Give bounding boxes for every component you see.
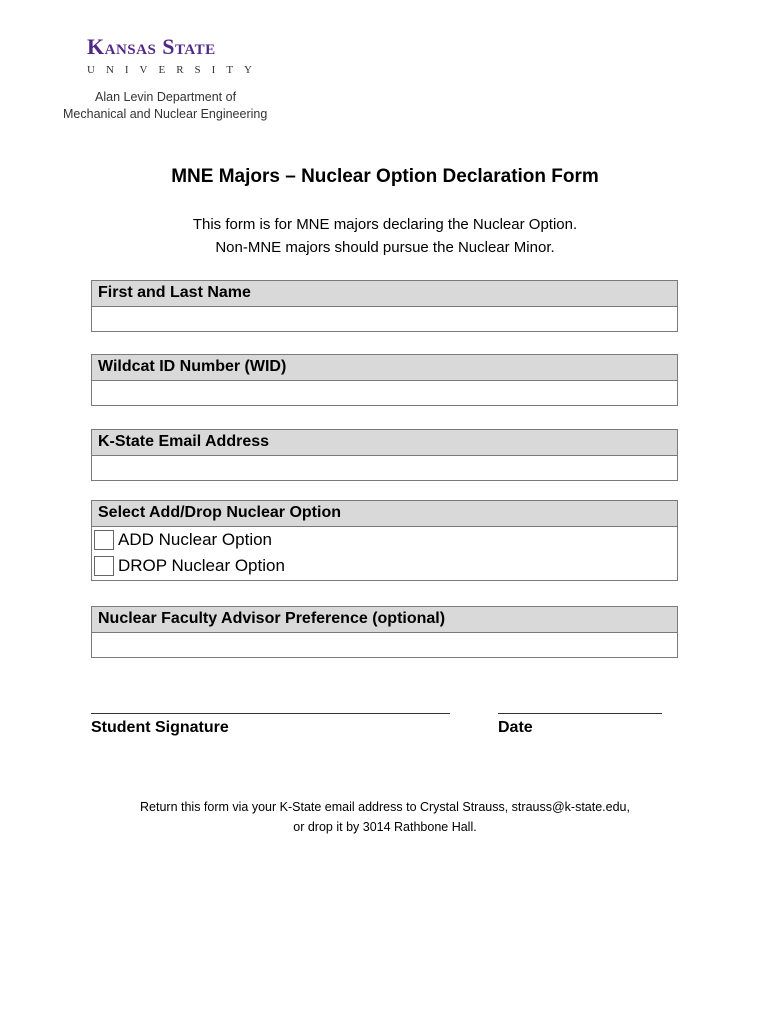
department-line-2: Mechanical and Nuclear Engineering [63, 107, 268, 121]
wid-input[interactable] [92, 381, 677, 405]
name-input[interactable] [92, 307, 677, 331]
intro-line-2: Non-MNE majors should pursue the Nuclear Minor. [215, 239, 555, 256]
add-drop-field [91, 500, 678, 581]
drop-option-checkbox[interactable] [94, 556, 114, 576]
email-label: K-State Email Address [92, 430, 677, 456]
form-title: MNE Majors – Nuclear Option Declaration Form [171, 166, 599, 187]
add-option-checkbox[interactable] [94, 530, 114, 550]
drop-option-label: DROP Nuclear Option [118, 556, 285, 575]
logo-title: Kansas State [87, 34, 216, 59]
advisor-input[interactable] [92, 633, 677, 657]
wid-field [91, 354, 678, 406]
name-field [91, 280, 678, 332]
department-line-1: Alan Levin Department of [95, 90, 237, 104]
advisor-field [91, 606, 678, 658]
drop-option-row[interactable] [92, 553, 677, 579]
add-option-row[interactable] [92, 527, 677, 553]
add-drop-label: Select Add/Drop Nuclear Option [92, 501, 677, 527]
wid-label: Wildcat ID Number (WID) [92, 355, 677, 381]
advisor-label: Nuclear Faculty Advisor Preference (optional) [92, 607, 677, 633]
name-label: First and Last Name [92, 281, 677, 307]
email-input[interactable] [92, 456, 677, 480]
date-label: Date [498, 719, 533, 736]
student-signature-line[interactable] [91, 713, 450, 714]
student-signature-label: Student Signature [91, 719, 229, 736]
footer-line-2: or drop it by 3014 Rathbone Hall. [293, 820, 477, 834]
add-option-label: ADD Nuclear Option [118, 530, 273, 549]
logo-subtitle: UNIVERSITY [87, 64, 263, 76]
email-field [91, 429, 678, 481]
footer-line-1: Return this form via your K-State email address to Crystal Strauss, strauss@k-state.edu, [140, 800, 630, 814]
intro-line-1: This form is for MNE majors declaring the Nuclear Option. [192, 216, 578, 233]
date-line[interactable] [498, 713, 662, 714]
